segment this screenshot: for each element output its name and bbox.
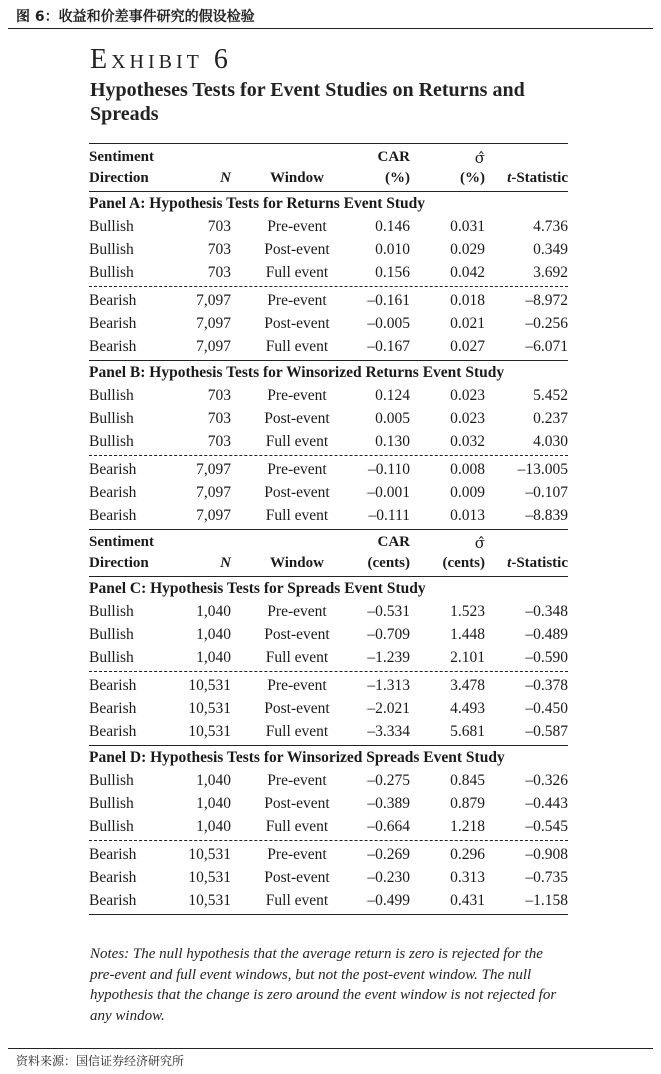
header-car-unit: (%): [385, 170, 410, 186]
cell-n: 703: [207, 217, 231, 235]
cell-n: 7,097: [196, 483, 231, 501]
cell-window: Full event: [265, 337, 329, 355]
cell-direction: Bullish: [89, 217, 134, 235]
cell-direction: Bullish: [89, 409, 134, 427]
header-sentiment: Sentiment: [89, 149, 154, 165]
cell-car: –1.313: [367, 676, 410, 694]
cell-n: 703: [207, 240, 231, 258]
header-car: CAR: [377, 534, 410, 550]
cell-t-statistic: –13.005: [517, 460, 568, 478]
cell-n: 1,040: [196, 771, 231, 789]
cell-window: Full event: [265, 817, 329, 835]
cell-car: 0.146: [375, 217, 410, 235]
cell-window: Pre-event: [267, 771, 327, 789]
cell-car: –0.499: [367, 891, 410, 909]
source-note: 资料来源：国信证券经济研究所: [16, 1054, 185, 1068]
header-sentiment: Sentiment: [89, 534, 154, 550]
cell-sigma: 0.042: [450, 263, 485, 281]
cell-sigma: 0.313: [450, 868, 485, 886]
table-row: [89, 458, 568, 481]
cell-n: 1,040: [196, 794, 231, 812]
table-row: [89, 504, 568, 527]
cell-n: 10,531: [188, 868, 231, 886]
cell-direction: Bullish: [89, 386, 134, 404]
table-row: [89, 335, 568, 358]
cell-t-statistic: –8.839: [525, 506, 568, 524]
cell-t-statistic: –0.587: [525, 722, 568, 740]
cell-t-statistic: –0.908: [525, 845, 568, 863]
table-row: [89, 866, 568, 889]
cell-window: Full event: [265, 432, 329, 450]
cell-sigma: 0.845: [450, 771, 485, 789]
header-sigma-unit: (cents): [442, 555, 485, 571]
cell-car: 0.010: [375, 240, 410, 258]
cell-sigma: 0.296: [450, 845, 485, 863]
cell-t-statistic: 4.736: [533, 217, 568, 235]
cell-window: Full event: [265, 506, 329, 524]
cell-car: 0.124: [375, 386, 410, 404]
cell-direction: Bullish: [89, 432, 134, 450]
cell-t-statistic: –0.590: [525, 648, 568, 666]
panel-title: Panel B: Hypothesis Tests for Winsorized Returns Event Study: [89, 363, 505, 381]
table-notes: Notes: The null hypothesis that the average return is zero is rejected for the pre-event and full event windows, but not the post-event window. The null hypothesis that the change is zero around the event window is not rejected for any window.: [90, 946, 557, 1024]
table-row: [89, 430, 568, 453]
bottom-rule: [8, 1048, 653, 1049]
cell-direction: Bullish: [89, 817, 134, 835]
cell-sigma: 0.008: [450, 460, 485, 478]
cell-n: 10,531: [188, 722, 231, 740]
cell-window: Pre-event: [267, 845, 327, 863]
cell-sigma: 0.023: [450, 386, 485, 404]
cell-t-statistic: –0.107: [525, 483, 568, 501]
header-car-unit: (cents): [367, 555, 410, 571]
cell-car: –0.531: [367, 602, 410, 620]
cell-t-statistic: –0.256: [525, 314, 568, 332]
cell-sigma: 0.018: [450, 291, 485, 309]
table-row: [89, 312, 568, 335]
header-t-statistic: t-Statistic: [507, 170, 568, 186]
cell-n: 703: [207, 432, 231, 450]
panel-title: Panel D: Hypothesis Tests for Winsorized Spreads Event Study: [89, 748, 505, 766]
cell-window: Post-event: [264, 625, 330, 643]
table-row: [89, 769, 568, 792]
table-row: [89, 623, 568, 646]
cell-car: –0.005: [367, 314, 410, 332]
cell-window: Full event: [265, 263, 329, 281]
cell-n: 10,531: [188, 699, 231, 717]
cell-direction: Bearish: [89, 868, 137, 886]
cell-n: 1,040: [196, 648, 231, 666]
header-window: Window: [270, 170, 324, 186]
cell-direction: Bearish: [89, 460, 137, 478]
cell-car: –0.230: [367, 868, 410, 886]
header-direction: Direction: [89, 170, 149, 186]
cell-window: Post-event: [264, 314, 330, 332]
table-row: [89, 674, 568, 697]
table-row: [89, 792, 568, 815]
cell-t-statistic: –6.071: [525, 337, 568, 355]
table-row: [89, 215, 568, 238]
cell-sigma: 2.101: [450, 648, 485, 666]
cell-n: 1,040: [196, 625, 231, 643]
cell-window: Pre-event: [267, 676, 327, 694]
cell-n: 1,040: [196, 817, 231, 835]
cell-sigma: 1.523: [450, 602, 485, 620]
cell-n: 7,097: [196, 506, 231, 524]
cell-sigma: 0.013: [450, 506, 485, 524]
cell-direction: Bullish: [89, 602, 134, 620]
table-row: [89, 843, 568, 866]
cell-sigma: 0.029: [450, 240, 485, 258]
cell-sigma: 0.032: [450, 432, 485, 450]
cell-n: 7,097: [196, 460, 231, 478]
header-sigma: σ̂: [474, 533, 485, 552]
cell-car: –0.664: [367, 817, 410, 835]
spreads-header: [89, 530, 568, 574]
panel-title: Panel A: Hypothesis Tests for Returns Event Study: [89, 194, 426, 212]
cell-sigma: 0.009: [450, 483, 485, 501]
panel-title: Panel C: Hypothesis Tests for Spreads Event Study: [89, 579, 426, 597]
cell-window: Post-event: [264, 409, 330, 427]
table-row: [89, 384, 568, 407]
cell-t-statistic: 0.237: [533, 409, 568, 427]
cell-car: –0.389: [367, 794, 410, 812]
cell-car: 0.005: [375, 409, 410, 427]
cell-window: Pre-event: [267, 386, 327, 404]
cell-direction: Bullish: [89, 263, 134, 281]
cell-window: Pre-event: [267, 217, 327, 235]
cell-direction: Bearish: [89, 483, 137, 501]
cell-n: 10,531: [188, 676, 231, 694]
cell-direction: Bearish: [89, 845, 137, 863]
exhibit-title: Hypotheses Tests for Event Studies on Returns and Spreads: [90, 79, 525, 125]
cell-car: –0.167: [367, 337, 410, 355]
group-divider: [89, 455, 568, 456]
table-row: [89, 646, 568, 669]
cell-sigma: 3.478: [450, 676, 485, 694]
cell-car: 0.156: [375, 263, 410, 281]
panels-returns: [89, 192, 568, 530]
cell-direction: Bearish: [89, 506, 137, 524]
cell-sigma: 0.027: [450, 337, 485, 355]
cell-window: Pre-event: [267, 602, 327, 620]
cell-window: Pre-event: [267, 291, 327, 309]
cell-car: –0.269: [367, 845, 410, 863]
table-row: [89, 600, 568, 623]
cell-window: Post-event: [264, 699, 330, 717]
cell-car: –0.161: [367, 291, 410, 309]
cell-car: –0.275: [367, 771, 410, 789]
cell-sigma: 4.493: [450, 699, 485, 717]
cell-n: 703: [207, 263, 231, 281]
header-direction: Direction: [89, 555, 149, 571]
cell-car: 0.130: [375, 432, 410, 450]
cell-direction: Bearish: [89, 291, 137, 309]
cell-t-statistic: –0.348: [525, 602, 568, 620]
cell-direction: Bearish: [89, 676, 137, 694]
table-row: [89, 289, 568, 312]
cell-sigma: 0.879: [450, 794, 485, 812]
cell-t-statistic: –0.545: [525, 817, 568, 835]
cell-window: Full event: [265, 722, 329, 740]
cell-sigma: 5.681: [450, 722, 485, 740]
table-row: [89, 261, 568, 284]
group-divider: [89, 671, 568, 672]
cell-n: 703: [207, 386, 231, 404]
cell-n: 7,097: [196, 291, 231, 309]
cell-car: –2.021: [367, 699, 410, 717]
cell-t-statistic: –0.326: [525, 771, 568, 789]
table-row: [89, 697, 568, 720]
header-window: Window: [270, 555, 324, 571]
cell-t-statistic: –8.972: [525, 291, 568, 309]
header-sigma-unit: (%): [460, 170, 485, 186]
cell-n: 7,097: [196, 314, 231, 332]
cell-direction: Bullish: [89, 794, 134, 812]
cell-direction: Bullish: [89, 771, 134, 789]
cell-t-statistic: –0.489: [525, 625, 568, 643]
figure-title: 图 6：收益和价差事件研究的假设检验: [16, 9, 255, 25]
cell-t-statistic: 5.452: [533, 386, 568, 404]
cell-sigma: 1.448: [450, 625, 485, 643]
cell-car: –1.239: [367, 648, 410, 666]
header-n: N: [220, 170, 231, 186]
cell-direction: Bearish: [89, 337, 137, 355]
cell-car: –0.001: [367, 483, 410, 501]
cell-direction: Bullish: [89, 648, 134, 666]
header-sigma: σ̂: [474, 148, 485, 167]
cell-direction: Bearish: [89, 699, 137, 717]
table-row: [89, 720, 568, 743]
cell-n: 1,040: [196, 602, 231, 620]
cell-window: Post-event: [264, 483, 330, 501]
cell-sigma: 0.021: [450, 314, 485, 332]
cell-n: 10,531: [188, 845, 231, 863]
cell-direction: Bearish: [89, 722, 137, 740]
cell-car: –0.110: [367, 460, 410, 478]
returns-header: [89, 144, 568, 189]
cell-direction: Bearish: [89, 891, 137, 909]
cell-window: Full event: [265, 648, 329, 666]
header-t-statistic: t-Statistic: [507, 555, 568, 571]
cell-direction: Bullish: [89, 240, 134, 258]
cell-t-statistic: 4.030: [533, 432, 568, 450]
cell-direction: Bearish: [89, 314, 137, 332]
hypothesis-table: [89, 143, 568, 915]
table-row: [89, 815, 568, 838]
header-n: N: [220, 555, 231, 571]
top-rule: [8, 28, 653, 29]
cell-car: –0.111: [368, 506, 410, 524]
cell-n: 703: [207, 409, 231, 427]
group-divider: [89, 286, 568, 287]
cell-sigma: 0.023: [450, 409, 485, 427]
table-row: [89, 889, 568, 912]
group-divider: [89, 840, 568, 841]
cell-window: Pre-event: [267, 460, 327, 478]
table-row: [89, 407, 568, 430]
cell-car: –3.334: [367, 722, 410, 740]
cell-t-statistic: –0.735: [525, 868, 568, 886]
cell-window: Full event: [265, 891, 329, 909]
cell-sigma: 0.431: [450, 891, 485, 909]
cell-n: 10,531: [188, 891, 231, 909]
cell-sigma: 1.218: [450, 817, 485, 835]
cell-t-statistic: –1.158: [525, 891, 568, 909]
cell-t-statistic: –0.450: [525, 699, 568, 717]
table-row: [89, 481, 568, 504]
cell-t-statistic: –0.378: [525, 676, 568, 694]
table-row: [89, 238, 568, 261]
header-car: CAR: [377, 149, 410, 165]
cell-window: Post-event: [264, 240, 330, 258]
cell-window: Post-event: [264, 794, 330, 812]
cell-t-statistic: 3.692: [533, 263, 568, 281]
cell-direction: Bullish: [89, 625, 134, 643]
cell-t-statistic: –0.443: [525, 794, 568, 812]
cell-t-statistic: 0.349: [533, 240, 568, 258]
panels-spreads: [89, 577, 568, 915]
exhibit-label: Exhibit 6: [90, 44, 232, 75]
cell-window: Post-event: [264, 868, 330, 886]
cell-car: –0.709: [367, 625, 410, 643]
panel-rule: [89, 914, 568, 915]
cell-sigma: 0.031: [450, 217, 485, 235]
cell-n: 7,097: [196, 337, 231, 355]
